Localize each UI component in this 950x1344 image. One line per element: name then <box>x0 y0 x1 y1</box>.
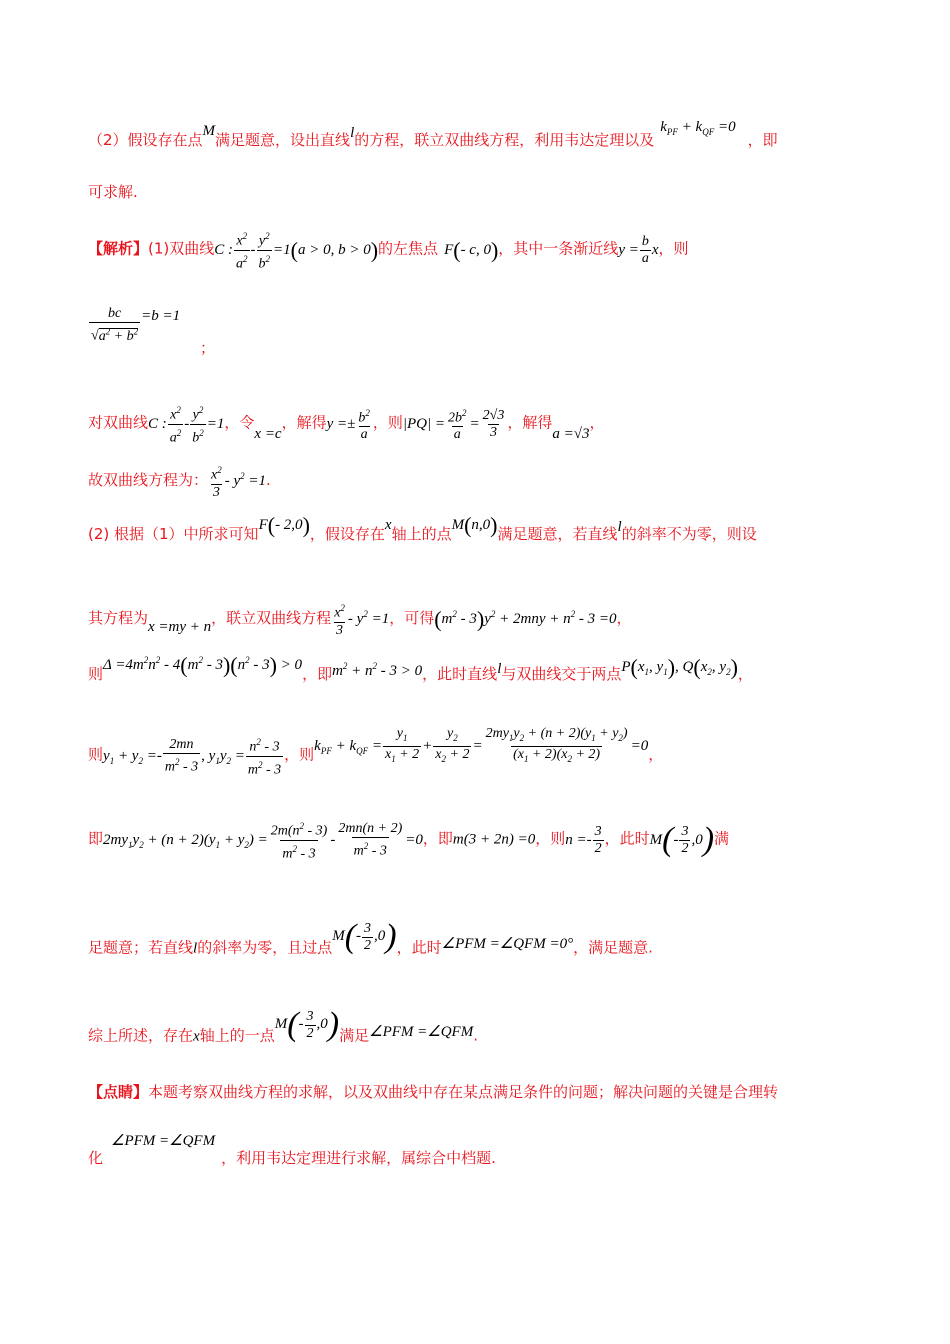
p6-text-d: ， <box>616 608 632 627</box>
sol-text-c: ，其中一条渐近线 <box>498 239 619 258</box>
math-delta: $\Delta =4m^2n^2 - 4(m^2 - 3)(n^2 - 3) > 0$ <box>103 652 303 678</box>
p6-text-b: ，联立双曲线方程 <box>211 608 332 627</box>
p5-text-c: 轴上的点 <box>391 525 452 543</box>
solution-label: 【解析】 <box>88 239 149 258</box>
p7-text-c: ，此时直线 <box>422 665 498 683</box>
p13-text-a: 化 <box>88 1149 104 1167</box>
p4-text-b: . <box>266 470 271 489</box>
intro-text-a: （2）假设存在点 <box>88 131 203 149</box>
p9-text-a: 即 <box>88 829 104 848</box>
p7-text-e: ， <box>737 665 753 683</box>
math-bc-frac: $\frac{bc}{√a^2 + b^2}$ <box>91 306 139 344</box>
p8-text-c: ， <box>648 745 664 764</box>
p3-text-e: ，解得 <box>507 413 553 432</box>
math-quadratic: $(m^2 - 3)y^2 + 2mny + n^2 - 3 =0$ <box>434 606 617 632</box>
paragraph-13 <box>88 1133 862 1169</box>
math-PQ: |PQ| = $\frac{2b^2}{a}$ = $\frac{2√3}{3}$ <box>402 407 505 443</box>
paragraph-7 <box>88 652 862 690</box>
math-hyperbola-3: $\frac{x^2}{3}$ - $y^2 =1$ <box>334 603 390 638</box>
math-n-val: n =- $\frac{3}{2}$ <box>565 823 602 856</box>
math-x: x <box>384 517 392 533</box>
p10-text-c: ，此时 <box>396 938 442 957</box>
math-M: M <box>202 123 216 139</box>
math-angle-zero: ∠PFM =∠QFM =0° <box>441 936 574 953</box>
math-line-eq: x =my + n <box>148 618 212 635</box>
math-k-sum: $k_{PF} + k_{QF}$ = $\frac{y_1}{x_1 + 2}$ + $\frac{y_2}{x_2 + 2}$ = $\frac{2my_1y_2 + (n + 2)(y_1 + y_2)}{(x_1 + 2)(x_2 + 2)}$ =0 <box>314 738 648 754</box>
p9-text-b: ，即 <box>422 829 453 848</box>
math-PQ-points: $P(x_1$, $y_1$), $Q(x_2$, $y_2$) <box>621 654 738 680</box>
paragraph-11 <box>88 1006 862 1054</box>
p7-text-a: 则 <box>88 665 104 683</box>
p9-text-d: ，此时 <box>604 829 650 848</box>
math-final-hyperbola: $\frac{x^2}{3}$ - $y^2 =1$ <box>211 465 267 500</box>
paragraph-intro <box>88 119 862 156</box>
math-expand: $2my_1y_2 + (n + 2)(y_1 + y_2)$ = $\frac{2m(n^2 - 3)}{m^2 - 3}$ - $\frac{2mn(n + 2)}{m^2 - 3}$ =0 <box>103 820 423 862</box>
math-hyperbola-2: C : $\frac{x^2}{a^2}$ - $\frac{y^2}{b^2}$ =1 <box>148 405 225 446</box>
p7-text-d: 与双曲线交于两点 <box>501 665 622 683</box>
math-M-val-2: M(- $\frac{3}{2}$ ,0) <box>332 918 397 955</box>
p3-text-b: ，令 <box>224 413 255 432</box>
math-M-n: M(n,0) <box>451 512 498 538</box>
math-vieta: $y_1 + y_2$ =- $\frac{2mn}{m^2 - 3}$ , $y_1y_2$ = $\frac{n^2 - 3}{m^2 - 3}$ <box>103 736 282 778</box>
p5-text-e: 的斜率不为零，则设 <box>621 525 757 543</box>
p13-text-b: ，利用韦达定理进行求解，属综合中档题. <box>221 1149 496 1167</box>
math-m3-2n: m(3 + 2n) =0 <box>452 831 536 848</box>
paragraph-5 <box>88 512 862 546</box>
intro-text-c: 的方程，联立双曲线方程，利用韦达定理以及 <box>354 131 655 149</box>
p7-text-b: ，即 <box>302 665 333 683</box>
paragraph-intro-cont <box>88 182 862 202</box>
p9-text-c: ，则 <box>535 829 566 848</box>
sol-text-d: ，则 <box>658 239 689 258</box>
intro-text-b: 满足题意，设出直线 <box>215 131 351 149</box>
p11-text-c: 满足 <box>339 1026 370 1045</box>
math-l-2: l <box>617 519 622 535</box>
p12-text-a: 本题考察双曲线方程的求解，以及双曲线中存在某点满足条件的问题；解决问题的关键是合理转 <box>148 1083 779 1101</box>
comment-label: 【点睛】 <box>88 1083 149 1101</box>
p10-text-a: 足题意；若直线 <box>88 938 194 957</box>
p3-text-f: ， <box>589 413 605 432</box>
paragraph-6 <box>88 600 862 639</box>
p3-text-d: ，则 <box>372 413 403 432</box>
math-asymptote: y = $\frac{b}{a}$ x <box>618 233 659 266</box>
p4-text-a: 故双曲线方程为： <box>88 470 209 489</box>
p5-text-b: ，假设存在 <box>309 525 385 543</box>
paragraph-12 <box>88 1082 862 1102</box>
paragraph-solution-1 <box>88 228 862 272</box>
p3-text-a: 对双曲线 <box>88 413 149 432</box>
sol-text-a: (1)双曲线 <box>148 239 215 258</box>
p8-text-a: 则 <box>88 745 104 764</box>
paragraph-4 <box>88 462 862 501</box>
p6-text-c: ，可得 <box>389 608 435 627</box>
p10-text-b: 的斜率为零，且过点 <box>197 938 333 957</box>
paragraph-9 <box>88 818 862 862</box>
paragraph-3 <box>88 402 862 446</box>
math-x-2: x <box>193 1028 200 1045</box>
math-kpf-kqf: $k_{PF} + k_{QF} =0$ <box>660 119 736 137</box>
p6-text-a: 其方程为 <box>88 608 149 627</box>
p10-text-d: ，满足题意. <box>573 938 653 957</box>
p11-text-d: . <box>473 1026 478 1045</box>
p11-text-b: 轴上的一点 <box>199 1026 275 1045</box>
math-l-3: l <box>497 661 502 677</box>
math-a-sqrt3: a =√3 <box>552 425 590 442</box>
math-l: l <box>350 125 355 141</box>
math-l-4: l <box>193 940 198 957</box>
p9-text-e: 满 <box>714 829 730 848</box>
math-y-pm: y =± $\frac{b^2}{a}$ <box>326 407 370 443</box>
math-M-val-3: M(- $\frac{3}{2}$ ,0) <box>274 1006 340 1043</box>
p11-text-a: 综上所述，存在 <box>88 1026 194 1045</box>
p8-text-b: ，则 <box>284 745 315 764</box>
paragraph-bc: $\frac{bc}{√a^2 + b^2}$ =b =1 ； <box>91 306 216 357</box>
math-angle-eq: ∠PFM =∠QFM <box>369 1024 474 1041</box>
paragraph-8 <box>88 725 862 778</box>
math-F: F(- c, 0) <box>444 237 499 263</box>
sol-text-b: 的左焦点 <box>378 239 439 258</box>
math-x-eq-c: x =c <box>254 425 282 442</box>
math-hyperbola: C : $\frac{x^2}{a^2}$ - $\frac{y^2}{b^2}$ =1(a > 0, b > 0) <box>214 231 379 272</box>
semicolon: ； <box>200 339 216 357</box>
intro-text-e: 可求解. <box>88 183 138 201</box>
p3-text-c: ，解得 <box>281 413 327 432</box>
intro-text-d: ，即 <box>747 131 778 149</box>
math-M-val: M(- $\frac{3}{2}$ ,0) <box>649 821 715 859</box>
paragraph-10 <box>88 918 862 966</box>
math-ineq: $m^2 + n^2 - 3 > 0$ <box>332 661 423 679</box>
p5-text-d: 满足题意，若直线 <box>497 525 618 543</box>
math-F-2: F(- 2,0) <box>258 512 310 538</box>
math-angle-eq-2: ∠PFM =∠QFM <box>111 1133 216 1149</box>
p5-text-a: (2) 根据（1）中所求可知 <box>88 525 259 543</box>
